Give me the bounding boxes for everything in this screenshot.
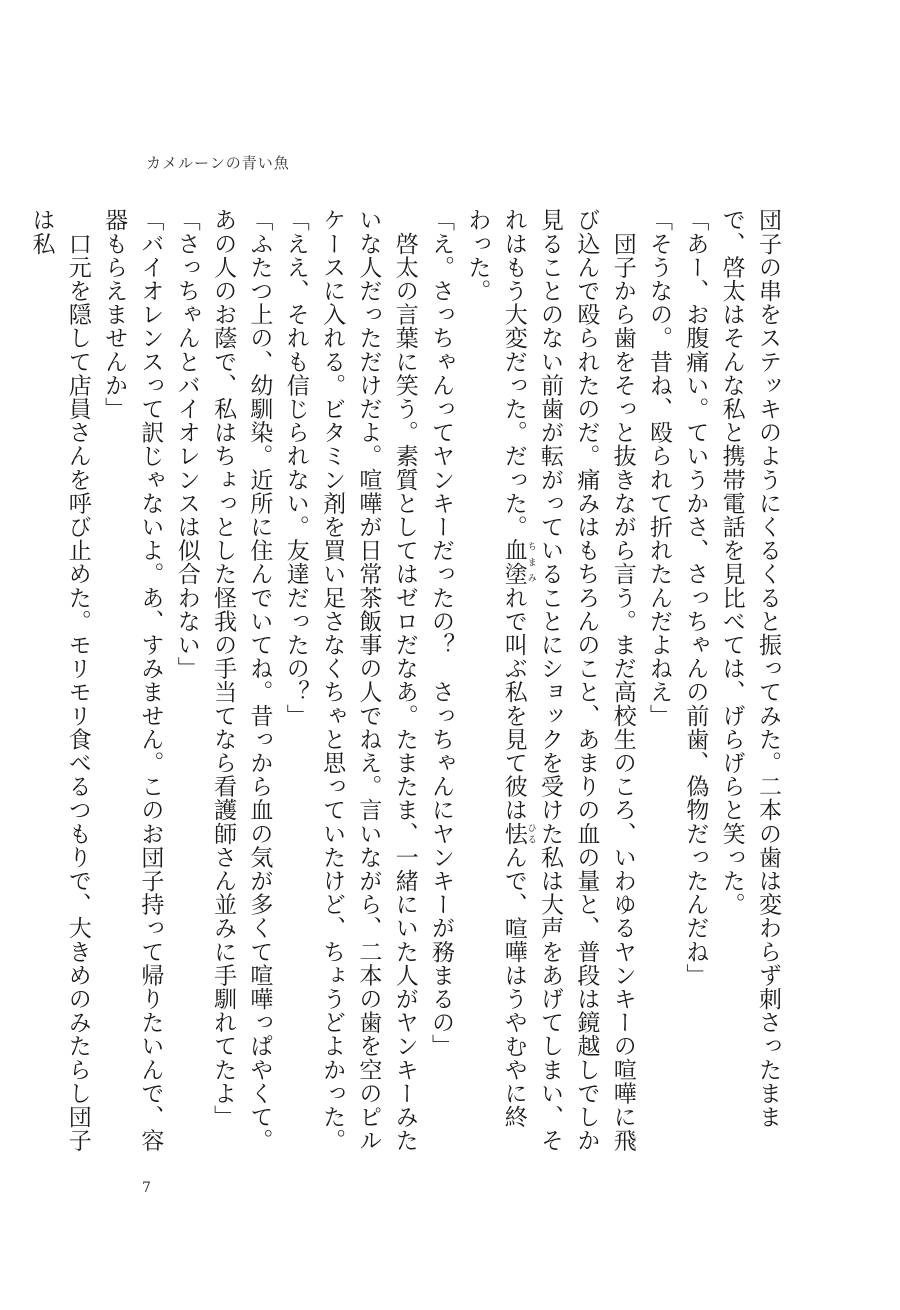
paragraph-text: 団子から歯をそっと抜きながら言う。まだ高校生のころ、いわゆるヤンキーの喧嘩に飛び込んで殴られたのだ。痛みはもちろんのこと、あまりの血の量と、普段は鏡越しでしか見ることのない前歯が転がっていることにショックを受けた私は大声をあげてしまい、それはもう大変だった。 [500, 208, 636, 1152]
paragraph: 「え。さっちゃんってヤンキーだったの？ さっちゃんにヤンキーが務まるの」 [428, 208, 455, 1058]
ruby-segment: れで叫ぶ私を見て彼は [500, 585, 527, 822]
paragraph: 「そうなの。昔ね、殴られて折れたんだよねえ」 [646, 208, 673, 728]
paragraph: 口元を隠して店員さんを呼び止めた。モリモリ食べるつもりで、大きめのみたらし団子は私 [28, 208, 91, 1152]
paragraph: 団子の串をステッキのようにくるくると振ってみた。二本の歯は変わらず刺さったままで、啓太はそんな私と携帯電話を見比べては、げらげらと笑った。 [718, 208, 781, 1129]
main-text-block [28, 208, 786, 1152]
ruby-segment: だった。 [500, 444, 527, 539]
paragraph: 啓太の言葉に笑う。素質としてはゼロだなあ。たまたま、一緒にいた人がヤンキーみたいな人だっただけだよ。喧嘩が日常茶飯事の人でねえ。言いながら、二本の歯を空のピルケースに入れる。ビタミン剤を買い足さなくちゃと思っていたけど、ちょうどよかった。 [319, 208, 418, 1152]
ruby-segment: んで、喧嘩はうやむやに終わった。 [464, 208, 527, 1129]
page-number: 7 [142, 1180, 151, 1196]
paragraph-with-ruby [459, 208, 641, 1152]
paragraph: 「バイオレンスって訳じゃないよ。あ、すみません。このお団子持って帰りたいんで、容器もらえませんか」 [101, 208, 164, 1152]
paragraph: 「あー、お腹痛い。ていうかさ、さっちゃんの前歯、偽物だったんだね」 [682, 208, 709, 987]
paragraph: 「ふたつ上の、幼馴染。近所に住んでいてね。昔っから血の気が多くて喧嘩っぱやくて。あの人のお蔭で、私はちょっとした怪我の手当てなら看護師さん並みに手馴れてたよ」 [210, 208, 273, 1152]
running-title: カメルーンの青い魚 [146, 154, 290, 172]
ruby-annotation: 怯 ひる [500, 821, 536, 846]
ruby-annotation: 血塗 ちまみ [500, 538, 536, 586]
paragraph: 「ええ、それも信じられない。友達だったの？」 [282, 208, 309, 728]
paragraph: 「さっちゃんとバイオレンスは似合わない」 [173, 208, 200, 680]
